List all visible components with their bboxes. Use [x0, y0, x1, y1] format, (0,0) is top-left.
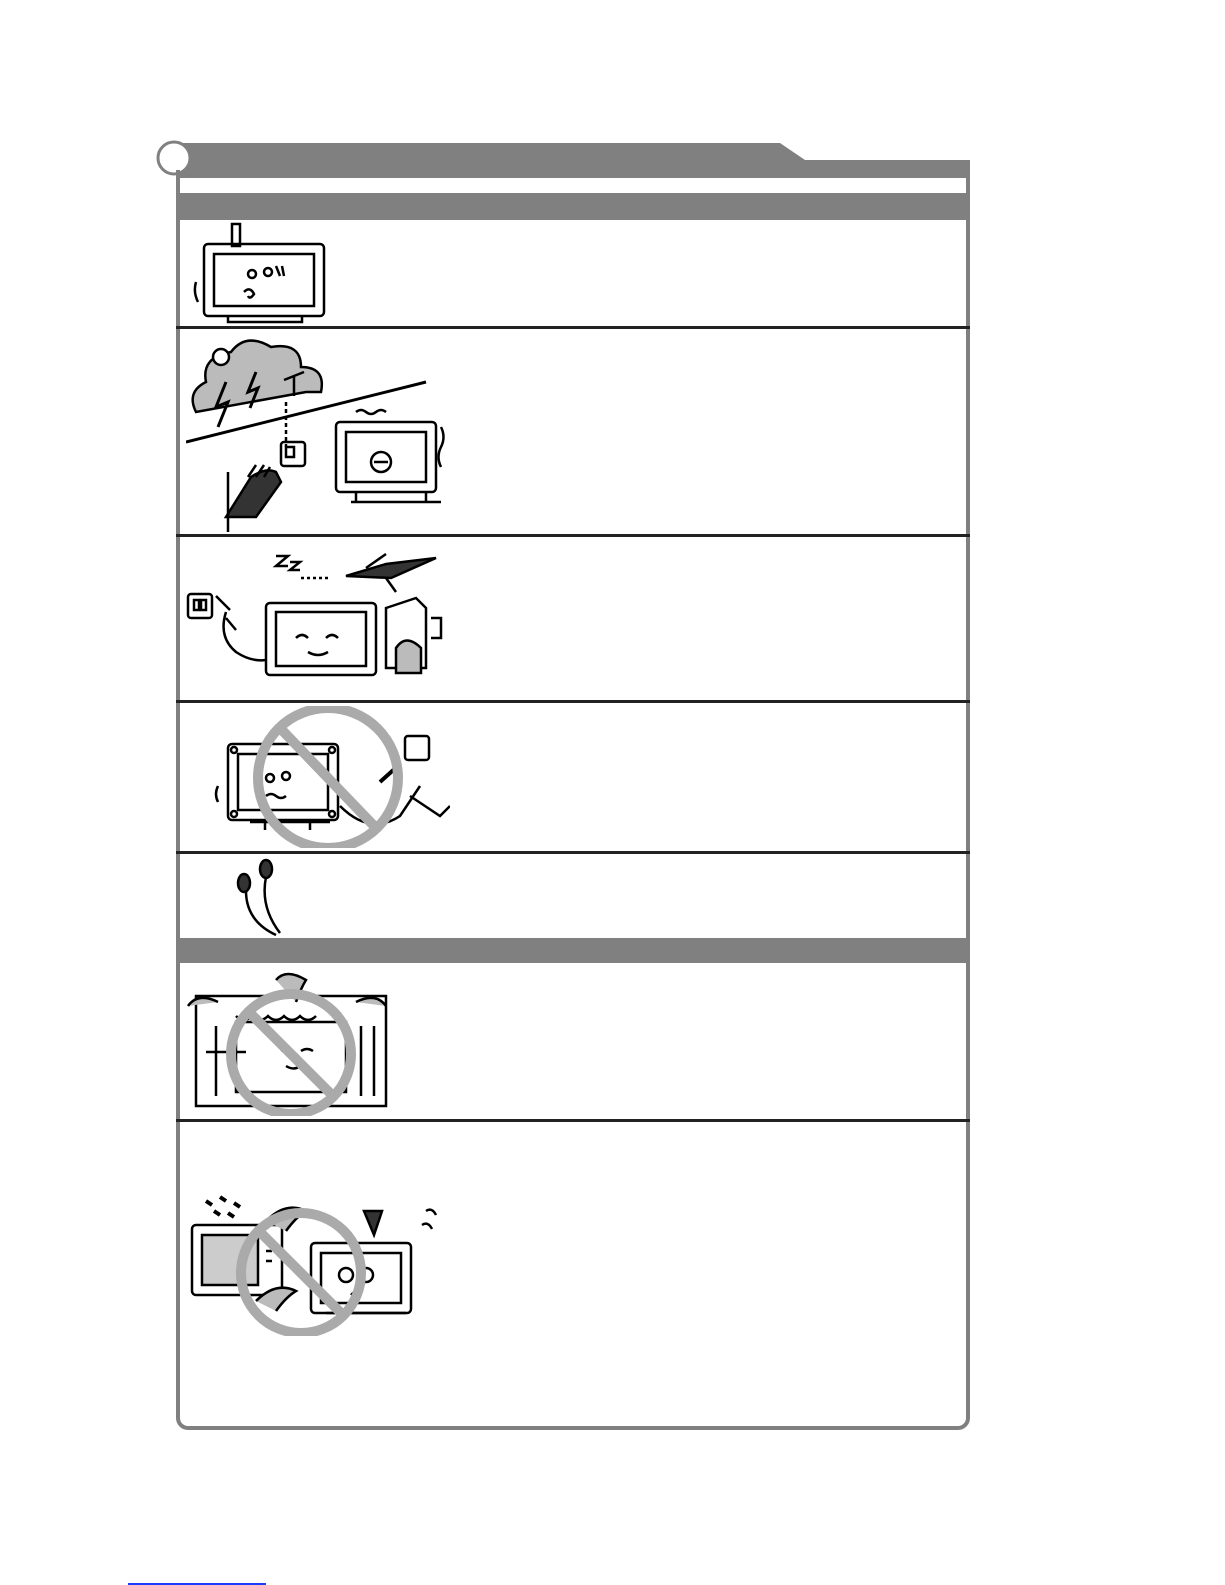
- row-divider: [176, 1119, 970, 1122]
- list-item: [180, 330, 966, 534]
- prohibited-cabinet-illustration: [186, 966, 396, 1116]
- section-title: [176, 198, 184, 215]
- earphones-icon: [232, 857, 302, 937]
- tv-antenna-illustration: [192, 222, 342, 324]
- row-divider: [176, 534, 970, 537]
- list-item: [180, 1123, 966, 1423]
- section-header-bar: [176, 938, 970, 963]
- prohibited-heat-illustration: [186, 1191, 446, 1336]
- lightning-storm-illustration: [186, 332, 456, 532]
- row-divider: [176, 700, 970, 703]
- list-item: [180, 220, 966, 326]
- list-item: [180, 704, 966, 851]
- list-item: [180, 538, 966, 700]
- row-divider: [176, 851, 970, 854]
- unplug-away-illustration: [186, 548, 446, 678]
- list-item: [180, 855, 966, 938]
- section-title: [176, 942, 184, 959]
- list-item: [180, 964, 966, 1119]
- section-header-bar: [176, 193, 970, 220]
- row-divider: [176, 326, 970, 329]
- prohibited-pull-cord-illustration: [210, 706, 450, 848]
